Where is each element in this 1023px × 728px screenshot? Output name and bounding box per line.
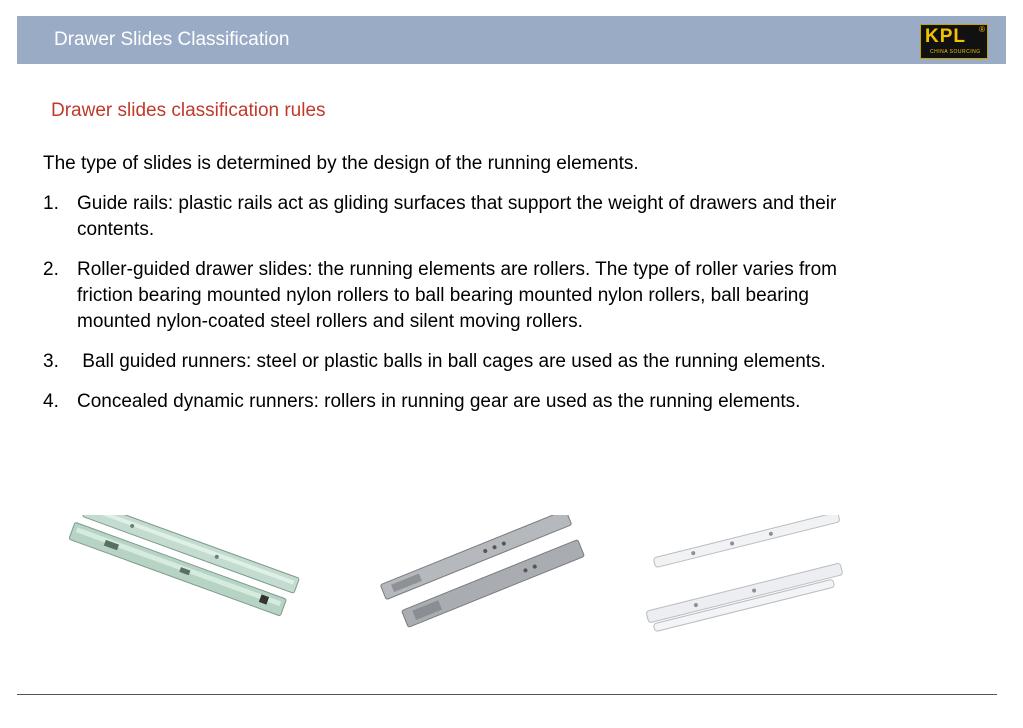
header-bar	[17, 16, 1006, 64]
rule-text: Ball guided runners: steel or plastic balls in ball cages are used as the running elements.	[77, 351, 826, 372]
rule-item	[43, 389, 883, 415]
rules-list	[43, 191, 883, 429]
rule-item	[43, 191, 883, 243]
footer-divider	[17, 694, 997, 695]
section-subtitle: Drawer slides classification rules	[51, 100, 326, 121]
rule-number: 4.	[43, 391, 59, 412]
rule-text: Guide rails: plastic rails act as gliding surfaces that support the weight of drawers and their contents.	[77, 193, 837, 240]
kpl-logo	[920, 24, 988, 59]
rule-item	[43, 349, 883, 375]
roller-slides-image	[630, 515, 855, 635]
logo-registered-mark: ®	[979, 25, 985, 34]
logo-subtext: CHINA SOURCING	[930, 49, 981, 55]
concealed-slides-image	[375, 515, 595, 640]
rule-text: Roller-guided drawer slides: the running elements are rollers. The type of roller varies from friction bearing mounted nylon rollers to ball bearing mounted nylon rollers, ball bearing mounted nylon-coated steel rollers and silent moving rollers.	[77, 259, 837, 332]
ball-bearing-slides-image	[60, 515, 300, 625]
rule-number: 1.	[43, 193, 59, 214]
rule-number: 3.	[43, 351, 59, 372]
logo-text: KPL	[925, 26, 966, 47]
rule-text: Concealed dynamic runners: rollers in running gear are used as the running elements.	[77, 391, 801, 412]
intro-paragraph: The type of slides is determined by the design of the running elements.	[43, 153, 639, 174]
rule-item	[43, 257, 883, 335]
page-title: Drawer Slides Classification	[54, 29, 290, 50]
rule-number: 2.	[43, 259, 59, 280]
